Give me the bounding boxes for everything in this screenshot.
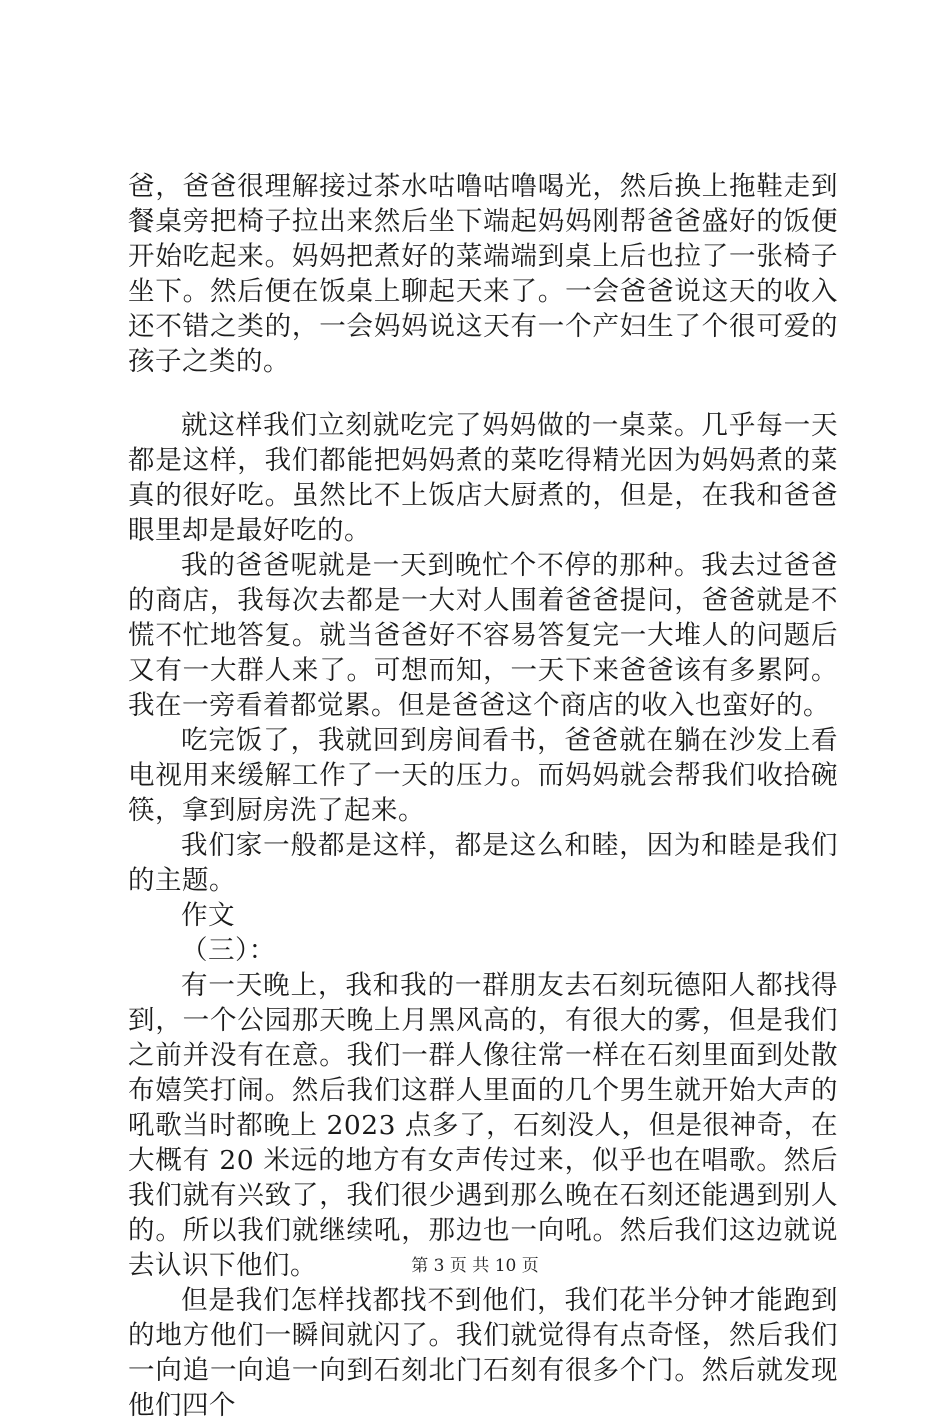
paragraph-continued: 爸，爸爸很理解接过茶水咕噜咕噜喝光，然后换上拖鞋走到餐桌旁把椅子拉出来然后坐下端起妈妈刚帮爸爸盛好的饭便开始吃起来。妈妈把煮好的菜端端到桌上后也拉了一张椅子坐下。然后便在饭桌上聊起天来了。一会爸爸说这天的收入还不错之类的，一会妈妈说这天有一个产妇生了个很可爱的孩子之类的。 [128,171,838,377]
paragraph: 有一天晚上，我和我的一群朋友去石刻玩德阳人都找得到，一个公园那天晚上月黑风高的，有很大的雾，但是我们之前并没有在意。我们一群人像往常一样在石刻里面到处散布嬉笑打闹。然后我们这群人里面的几个男生就开始大声的吼歌当时都晚上 2023 点多了，石刻没人，但是很神奇，在大概有 20 米远的地方有女声传过来，似乎也在唱歌。然后我们就有兴致了，我们很少遇到那么晚在石刻还能遇到别人的。所以我们就继续吼，那边也一向吼。然后我们这边就说去认识下他们。 [128,970,838,1281]
paragraph: 就这样我们立刻就吃完了妈妈做的一桌菜。几乎每一天都是这样，我们都能把妈妈煮的菜吃得精光因为妈妈煮的菜真的很好吃。虽然比不上饭店大厨煮的，但是，在我和爸爸眼里却是最好吃的。 [128,410,838,546]
section-number: （三）： [181,935,276,966]
document-body [128,169,838,1423]
paragraph: 但是我们怎样找都找不到他们，我们花半分钟才能跑到的地方他们一瞬间就闪了。我们就觉得有点奇怪，然后我们一向追一向追一向到石刻北门石刻有很多个门。然后就发现他们四个 [128,1285,838,1421]
paragraph: 我们家一般都是这样，都是这么和睦，因为和睦是我们的主题。 [128,830,838,896]
paragraph: 我的爸爸呢就是一天到晚忙个不停的那种。我去过爸爸的商店，我每次去都是一大对人围着爸爸提问，爸爸就是不慌不忙地答复。就当爸爸好不容易答复完一大堆人的问题后又有一大群人来了。可想而知，一天下来爸爸该有多累阿。我在一旁看着都觉累。但是爸爸这个商店的收入也蛮好的。 [128,550,838,721]
paragraph: 吃完饭了，我就回到房间看书，爸爸就在躺在沙发上看电视用来缓解工作了一天的压力。而妈妈就会帮我们收拾碗筷，拿到厨房洗了起来。 [128,725,838,826]
page-footer: 第 3 页 共 10 页 [411,1256,539,1276]
section-heading: 作文 [181,900,235,931]
paragraph-gap [128,379,838,408]
